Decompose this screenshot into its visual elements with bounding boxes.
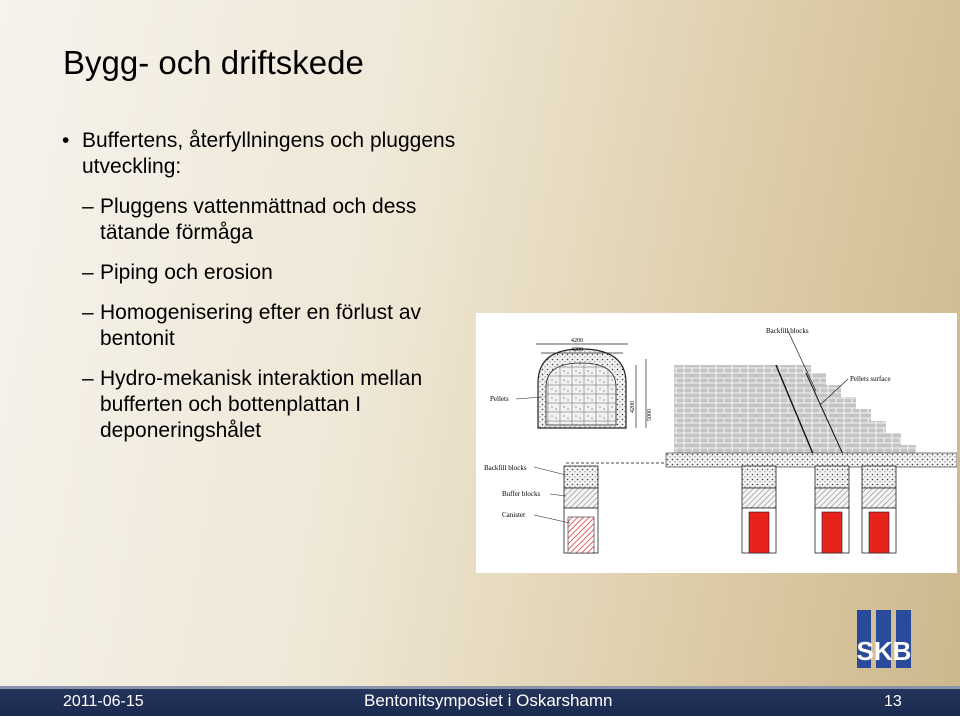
footer-date: 2011-06-15 [63, 693, 144, 710]
footer-event: Bentonitsymposiet i Oskarshamn [364, 691, 613, 710]
deposition-hole [742, 466, 776, 553]
sub-bullet-text: Homogenisering efter en förlust av bentonit [100, 301, 421, 350]
deposition-hole [862, 466, 896, 553]
bullet-item [60, 128, 480, 180]
dash-icon: – [82, 195, 94, 218]
repository-diagram [476, 313, 957, 573]
canister-left [568, 517, 594, 553]
dimension-label: 4200 [571, 347, 583, 353]
sub-bullet-item [60, 366, 480, 444]
sub-bullet-text: Hydro-mekanisk interaktion mellan bufferten och bottenplattan I deponeringshålet [100, 367, 423, 442]
label-pellets-surface: Pellets surface [850, 375, 891, 383]
sub-bullet-item [60, 194, 480, 246]
bullet-dot-icon: • [62, 129, 70, 152]
dimension-label: 4200 [571, 338, 583, 344]
slide-title: Bygg- och driftskede [63, 44, 364, 81]
dimension-label: 5000 [647, 409, 653, 421]
tunnel-floor [666, 453, 957, 467]
dimension-label: 4200 [630, 401, 636, 413]
skb-logo-mark [857, 610, 911, 668]
label-backfill-top: Backfill blocks [766, 327, 809, 335]
page-number: 13 [884, 693, 902, 710]
label-buffer-blocks: Buffer blocks [502, 490, 541, 498]
bullet-list [60, 128, 480, 458]
sub-bullet-item [60, 300, 480, 352]
bullet-text: Buffertens, återfyllningens och pluggens utveckling: [82, 129, 456, 178]
tunnel-profile-blocks [546, 363, 616, 425]
sub-bullet-text: Pluggens vattenmättnad och dess tätande förmåga [100, 195, 417, 244]
dash-icon: – [82, 261, 94, 284]
skb-logo [857, 610, 911, 668]
dash-icon: – [82, 367, 94, 390]
repository-cross-section [476, 313, 957, 573]
sub-bullet-text: Piping och erosion [100, 261, 273, 284]
label-backfill-blocks: Backfill blocks [484, 464, 527, 472]
deposition-hole [815, 466, 849, 553]
label-pellets: Pellets [490, 395, 509, 403]
sub-bullet-item [60, 260, 480, 286]
label-canister: Canister [502, 511, 526, 519]
dash-icon: – [82, 301, 94, 324]
logo-text: SKB [857, 636, 911, 666]
